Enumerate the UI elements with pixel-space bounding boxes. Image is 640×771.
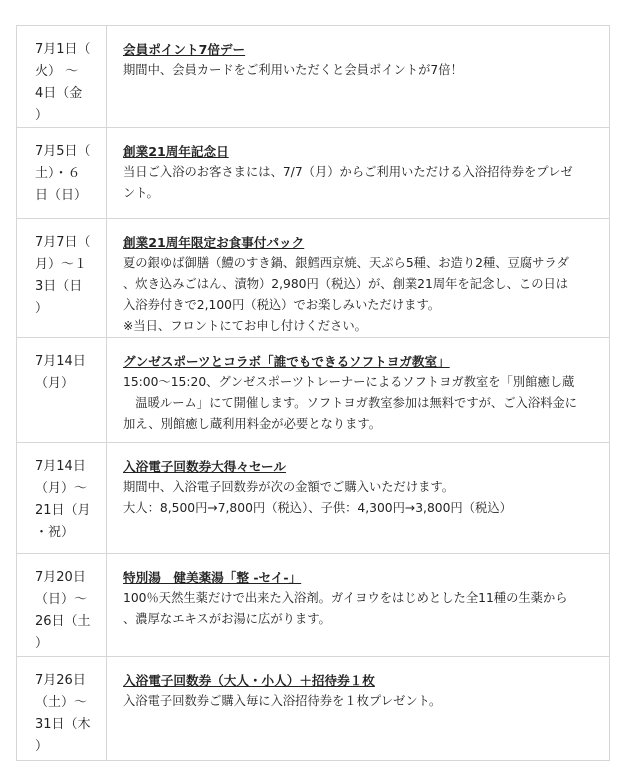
event-description-line: 、濃厚なエキスがお湯に広がります。 bbox=[123, 612, 331, 626]
event-date-line: 日（日） bbox=[35, 188, 88, 203]
event-description-line: ント。 bbox=[123, 186, 159, 200]
event-title: 入浴電子回数券大得々セール bbox=[123, 459, 286, 474]
event-description-line: 夏の銀ゆば御膳（鱧のすき鍋、銀鱈西京焼、天ぷら5種、お造り2種、豆腐サラダ bbox=[123, 256, 569, 270]
event-row bbox=[17, 657, 610, 761]
event-row bbox=[17, 128, 610, 219]
event-title: 会員ポイント7倍デー bbox=[123, 42, 246, 57]
event-description-line: 温暖ルーム」にて開催します。ソフトヨガ教室参加は無料ですが、ご入浴料金に bbox=[123, 396, 578, 410]
event-description-line: 入浴電子回数券ご購入毎に入浴招待券を１枚プレゼント。 bbox=[123, 694, 442, 708]
event-date-line: 26日（土 bbox=[35, 614, 91, 629]
event-row bbox=[17, 338, 610, 443]
event-description-line: 100％天然生薬だけで出来た入浴剤。ガイヨウをはじめとした全11種の生薬から bbox=[123, 591, 568, 605]
event-date-line: 21日（月 bbox=[35, 503, 91, 518]
event-date-line: ） bbox=[35, 636, 49, 651]
event-date bbox=[17, 128, 107, 219]
event-description-line: 15:00〜15:20、グンゼスポーツトレーナーによるソフトヨガ教室を「別館癒し蔵 bbox=[123, 375, 575, 389]
event-rows bbox=[17, 26, 610, 761]
event-content bbox=[107, 657, 610, 761]
event-title: 創業21周年記念日 bbox=[123, 144, 229, 159]
event-date-line: （月） bbox=[35, 376, 75, 391]
event-date-line: 月）〜１ bbox=[35, 257, 88, 272]
event-date-line: ） bbox=[35, 301, 49, 316]
event-date-line: ・祝） bbox=[35, 525, 75, 540]
event-row bbox=[17, 443, 610, 554]
event-date-line: 31日（木 bbox=[35, 717, 91, 732]
event-date-line: ） bbox=[35, 108, 49, 123]
event-date bbox=[17, 657, 107, 761]
event-content bbox=[107, 443, 610, 554]
event-date-line: 7月14日 bbox=[35, 459, 86, 474]
event-date bbox=[17, 338, 107, 443]
event-content bbox=[107, 338, 610, 443]
event-description-line: 大人：8,500円→7,800円（税込）、子供：4,300円→3,800円（税込） bbox=[123, 501, 512, 515]
event-date-line: （土）〜 bbox=[35, 695, 88, 710]
event-date-line: ） bbox=[35, 739, 49, 754]
event-date-line: 7月7日（ bbox=[35, 235, 91, 250]
event-date-line: （月）〜 bbox=[35, 481, 88, 496]
event-title: 創業21周年限定お食事付パック bbox=[123, 235, 305, 250]
event-date-line: 火） 〜 bbox=[35, 64, 79, 79]
event-date bbox=[17, 443, 107, 554]
event-date bbox=[17, 26, 107, 128]
event-content bbox=[107, 219, 610, 338]
event-title: グンゼスポーツとコラボ「誰でもできるソフトヨガ教室」 bbox=[123, 354, 450, 369]
event-date-line: 7月5日（ bbox=[35, 144, 91, 159]
event-date-line: 7月20日 bbox=[35, 570, 86, 585]
event-schedule-table bbox=[16, 25, 610, 761]
event-description-line: 、炊き込みごはん、漬物）2,980円（税込）が、創業21周年を記念し、この日は bbox=[123, 277, 569, 291]
event-description-line: 当日ご入浴のお客さまには、7/7（月）からご利用いただける入浴招待券をプレゼ bbox=[123, 165, 573, 179]
event-row bbox=[17, 26, 610, 128]
event-description-line: 入浴券付きで2,100円（税込）でお楽しみいただけます。 bbox=[123, 298, 441, 312]
event-date-line: （日）〜 bbox=[35, 592, 88, 607]
event-title: 特別湯 健美薬湯「整 -セイ-」 bbox=[123, 570, 302, 585]
event-description-line: 期間中、会員カードをご利用いただくと会員ポイントが7倍！ bbox=[123, 63, 463, 77]
event-content bbox=[107, 26, 610, 128]
event-title: 入浴電子回数券（大人・小人）＋招待券１枚 bbox=[123, 673, 375, 688]
event-content bbox=[107, 554, 610, 657]
event-date bbox=[17, 219, 107, 338]
event-description-line: ※当日、フロントにてお申し付けください。 bbox=[123, 319, 367, 333]
event-date-line: 7月14日 bbox=[35, 354, 86, 369]
event-date-line: 4日（金 bbox=[35, 86, 83, 101]
event-description-line: 加え、別館癒し蔵利用料金が必要となります。 bbox=[123, 417, 381, 431]
event-description-line: 期間中、入浴電子回数券が次の金額でご購入いただけます。 bbox=[123, 480, 455, 494]
event-date-line: 7月1日（ bbox=[35, 42, 91, 57]
event-date-line: 3日（日 bbox=[35, 279, 83, 294]
event-date bbox=[17, 554, 107, 657]
event-date-line: 土）・６ bbox=[35, 166, 81, 181]
event-date-line: 7月26日 bbox=[35, 673, 86, 688]
event-row bbox=[17, 219, 610, 338]
event-row bbox=[17, 554, 610, 657]
event-content bbox=[107, 128, 610, 219]
